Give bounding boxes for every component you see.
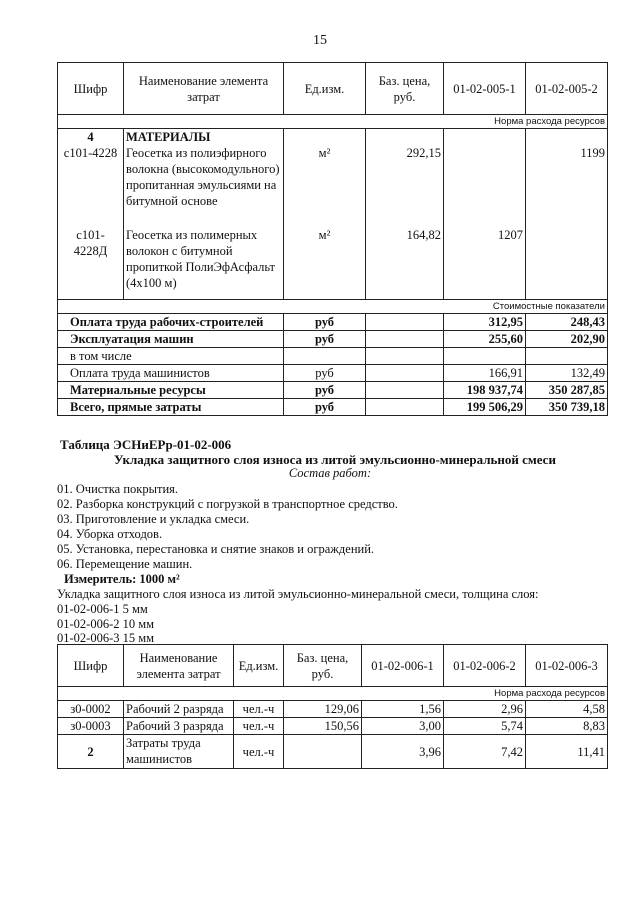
row-code: с101-4228Д [58, 227, 124, 299]
col-name: Наименование элемента затрат [124, 645, 234, 687]
table-row [58, 718, 608, 735]
norm-label: Норма расхода ресурсов [58, 687, 608, 701]
measure-unit: Измеритель: 1000 м² [64, 572, 180, 586]
variant-item: 01-02-006-3 15 мм [57, 631, 155, 645]
col-unit: Ед.изм. [284, 63, 366, 115]
row-unit: м² [284, 227, 366, 299]
table-row [58, 129, 608, 146]
cost-name: Всего, прямые затраты [58, 398, 284, 415]
row-code: с101-4228 [58, 145, 124, 227]
table-row [58, 381, 608, 398]
resource-table-006 [57, 644, 608, 769]
row-unit: чел.-ч [234, 701, 284, 718]
col-code: Шифр [58, 645, 124, 687]
table-row [58, 313, 608, 330]
cost-v2: 132,49 [526, 364, 608, 381]
table-row [58, 145, 608, 227]
variant-item: 01-02-006-1 5 мм [57, 602, 148, 616]
variant-item: 01-02-006-2 10 мм [57, 617, 155, 631]
cost-v1: 255,60 [444, 330, 526, 347]
cost-v1: 312,95 [444, 313, 526, 330]
step-item: 06. Перемещение машин. [57, 557, 193, 571]
table-row [58, 701, 608, 718]
col-price: Баз. цена, руб. [366, 63, 444, 115]
composition-label: Состав работ: [288, 466, 372, 480]
row-v1: 1207 [444, 227, 526, 299]
row-v2 [526, 227, 608, 299]
table-subtitle: Укладка защитного слоя износа из литой эмульсионно-минеральной смеси [114, 452, 556, 467]
row-price: 164,82 [366, 227, 444, 299]
cost-v2: 202,90 [526, 330, 608, 347]
cost-v1: 199 506,29 [444, 398, 526, 415]
row-code: 2 [58, 735, 124, 769]
step-item: 03. Приготовление и укладка смеси. [57, 512, 250, 526]
row-price: 292,15 [366, 145, 444, 227]
step-item: 01. Очистка покрытия. [57, 482, 179, 496]
section-title: МАТЕРИАЛЫ [124, 129, 284, 146]
cost-v2: 248,43 [526, 313, 608, 330]
row-v3: 4,58 [526, 701, 608, 718]
norm-label: Норма расхода ресурсов [58, 115, 608, 129]
col-v3: 01-02-006-3 [526, 645, 608, 687]
cost-name: Оплата труда машинистов [58, 364, 284, 381]
row-code: з0-0003 [58, 718, 124, 735]
table-row [58, 735, 608, 769]
cost-label: Стоимостные показатели [58, 299, 608, 313]
row-unit: чел.-ч [234, 735, 284, 769]
col-code: Шифр [58, 63, 124, 115]
cost-unit: руб [284, 381, 366, 398]
row-v3: 8,83 [526, 718, 608, 735]
cost-name: Оплата труда рабочих-строителей [58, 313, 284, 330]
section-number: 4 [58, 129, 124, 146]
row-price: 129,06 [284, 701, 362, 718]
table-row [58, 398, 608, 415]
col-name: Наименование элемента затрат [124, 63, 284, 115]
cost-v1: 198 937,74 [444, 381, 526, 398]
cost-unit: руб [284, 330, 366, 347]
step-item: 02. Разборка конструкций с погрузкой в транспортное средство. [57, 497, 398, 511]
table-title: Таблица ЭСНиЕРр-01-02-006 [60, 437, 232, 452]
table-row [58, 347, 608, 364]
description: Укладка защитного слоя износа из литой эмульсионно-минеральной смеси, толщина слоя: [57, 587, 539, 601]
cost-name: в том числе [58, 347, 284, 364]
cost-v1: 166,91 [444, 364, 526, 381]
row-unit: чел.-ч [234, 718, 284, 735]
step-item: 05. Установка, перестановка и снятие знаков и ограждений. [57, 542, 375, 556]
row-v2: 1199 [526, 145, 608, 227]
cost-unit: руб [284, 398, 366, 415]
row-price: 150,56 [284, 718, 362, 735]
row-name: Геосетка из полимерных волокон с битумной пропиткой ПолиЭфАсфальт (4х100 м) [124, 227, 284, 299]
step-item: 04. Уборка отходов. [57, 527, 163, 541]
row-code: з0-0002 [58, 701, 124, 718]
row-unit: м² [284, 145, 366, 227]
col-v2: 01-02-005-2 [526, 63, 608, 115]
row-v1: 3,96 [362, 735, 444, 769]
cost-name: Материальные ресурсы [58, 381, 284, 398]
cost-unit: руб [284, 313, 366, 330]
row-name: Рабочий 3 разряда [124, 718, 234, 735]
row-v1: 1,56 [362, 701, 444, 718]
row-name: Затраты труда машинистов [124, 735, 234, 769]
row-v1 [444, 145, 526, 227]
row-v2: 5,74 [444, 718, 526, 735]
resource-table-005 [57, 62, 608, 416]
col-v2: 01-02-006-2 [444, 645, 526, 687]
col-unit: Ед.изм. [234, 645, 284, 687]
cost-unit: руб [284, 364, 366, 381]
row-v1: 3,00 [362, 718, 444, 735]
table-row [58, 330, 608, 347]
page-number: 15 [313, 33, 327, 48]
cost-v2: 350 287,85 [526, 381, 608, 398]
row-v3: 11,41 [526, 735, 608, 769]
col-v1: 01-02-005-1 [444, 63, 526, 115]
cost-name: Эксплуатация машин [58, 330, 284, 347]
row-name: Геосетка из полиэфирного волокна (высокомодульного) пропитанная эмульсиями на битумной основе [124, 145, 284, 227]
col-v1: 01-02-006-1 [362, 645, 444, 687]
row-price [284, 735, 362, 769]
col-price: Баз. цена, руб. [284, 645, 362, 687]
cost-v2: 350 739,18 [526, 398, 608, 415]
table-row [58, 364, 608, 381]
table-row [58, 227, 608, 299]
row-v2: 7,42 [444, 735, 526, 769]
row-v2: 2,96 [444, 701, 526, 718]
row-name: Рабочий 2 разряда [124, 701, 234, 718]
